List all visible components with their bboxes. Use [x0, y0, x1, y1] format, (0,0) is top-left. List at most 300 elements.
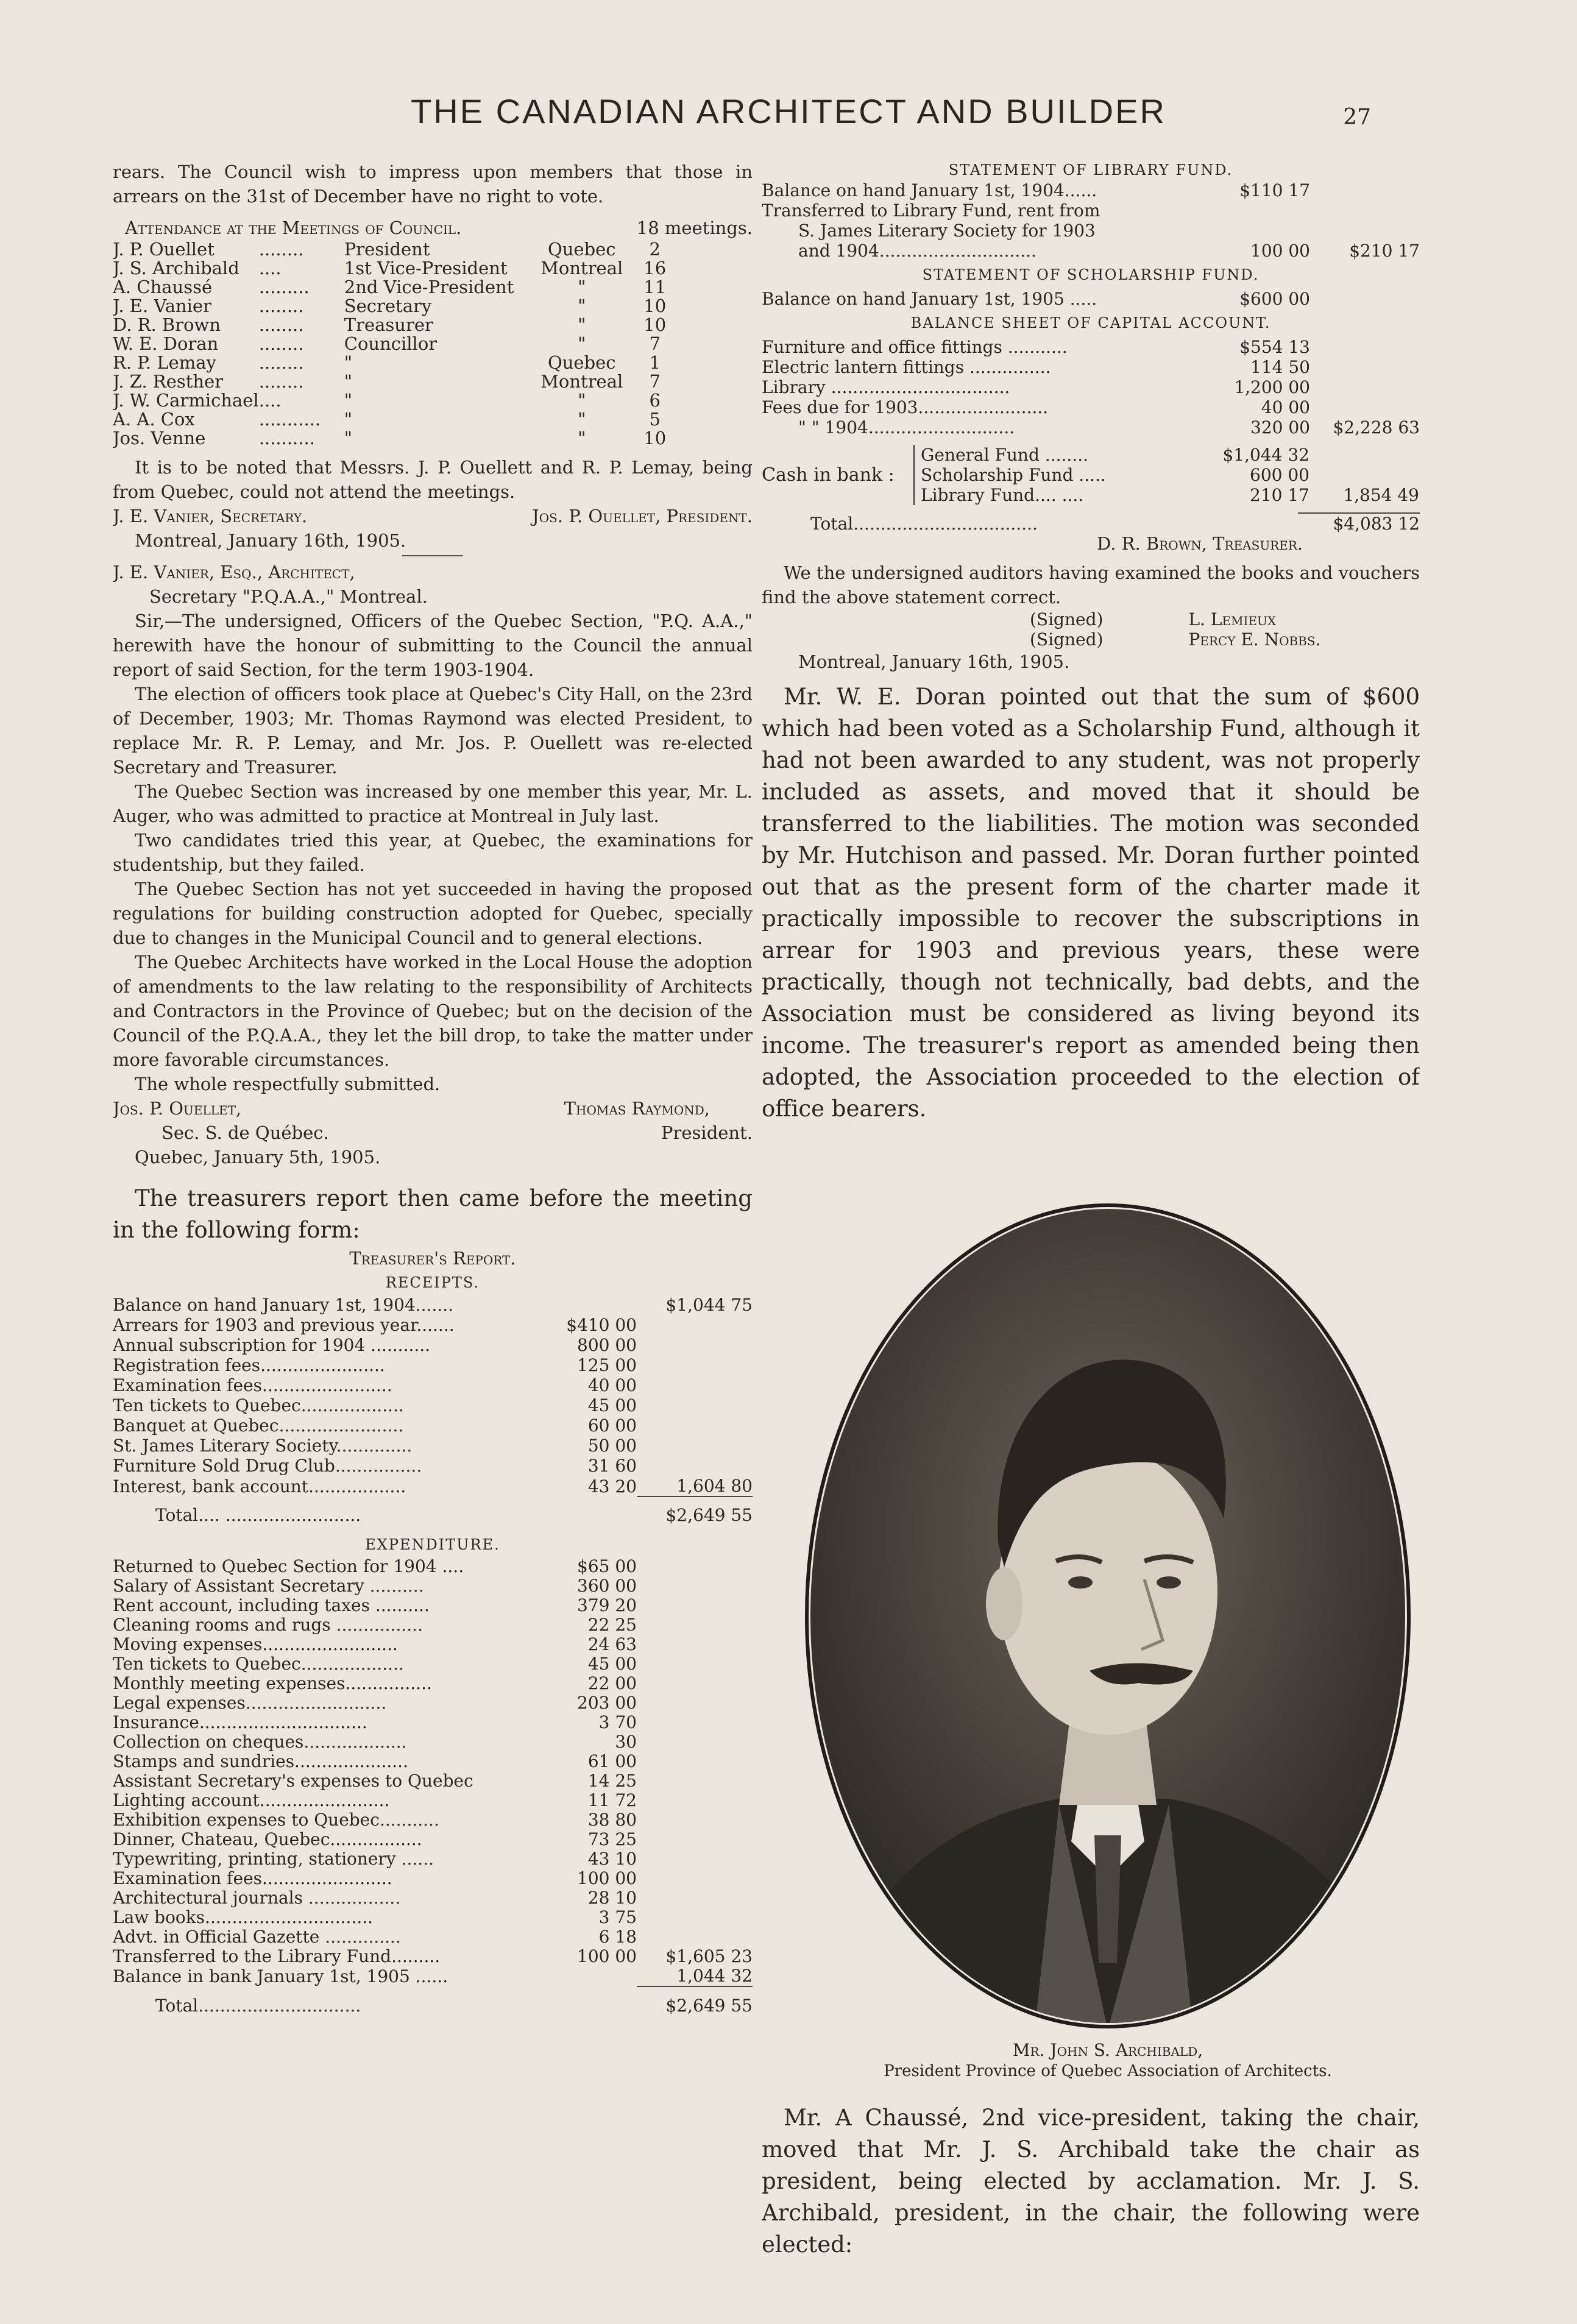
capital-row	[762, 397, 1420, 417]
scholarship-amount: $600 00	[1239, 289, 1310, 309]
receipt-label: Banquet at Quebec.......................	[113, 1415, 404, 1436]
expenditure-total	[637, 1615, 753, 1635]
expenditure-label: Assistant Secretary's expenses to Quebec	[113, 1771, 473, 1791]
library-total	[1310, 180, 1420, 200]
expenditure-label: Exhibition expenses to Quebec...........	[113, 1810, 439, 1830]
expenditure-total	[637, 1557, 753, 1576]
expenditure-amount: 45 00	[587, 1654, 637, 1674]
expenditure-total	[637, 1830, 753, 1849]
expenditure-amount	[551, 1966, 637, 1986]
receipt-label: Examination fees........................	[113, 1375, 392, 1395]
attendance-count: 16	[643, 258, 667, 278]
receipt-total	[637, 1335, 753, 1355]
expenditure-label: Examination fees........................	[113, 1869, 392, 1888]
receipt-label: St. James Literary Society..............	[113, 1436, 413, 1456]
expenditure-total	[637, 1635, 753, 1654]
expenditure-row	[113, 1947, 753, 1966]
receipt-row	[113, 1476, 753, 1497]
expenditure-label: Stamps and sundries.....................	[113, 1752, 408, 1771]
capital-total	[1310, 397, 1420, 417]
attendance-name: W. E. Doran	[113, 333, 219, 354]
receipt-amount: $410 00	[566, 1315, 637, 1335]
attendance-city: "	[578, 390, 586, 411]
receipt-total	[637, 1436, 753, 1456]
expenditure-label: Ten tickets to Quebec...................	[113, 1654, 404, 1674]
expenditure-label: Rent account, including taxes ..........	[113, 1596, 430, 1615]
capital-table	[762, 337, 1420, 438]
expenditure-amount: 22 25	[587, 1615, 637, 1635]
attendance-city: Quebec	[547, 352, 616, 373]
cash-total	[1309, 445, 1419, 465]
expenditure-total-row	[113, 1986, 753, 2016]
scholarship-row	[762, 289, 1420, 309]
receipt-row	[113, 1335, 753, 1355]
expenditure-amount: 22 00	[587, 1673, 637, 1693]
expenditure-total	[637, 1674, 753, 1693]
capital-title: BALANCE SHEET OF CAPITAL ACCOUNT.	[910, 314, 1271, 331]
attendance-count: 7	[649, 371, 661, 392]
balance-label: Balance on hand January 1st, 1904.......	[113, 1295, 454, 1315]
cash-amount: $1,044 32	[1222, 445, 1309, 465]
receipt-total	[637, 1456, 753, 1476]
receipt-total	[637, 1355, 753, 1375]
attendance-dots: ........	[258, 333, 304, 354]
library-amount: $110 17	[1239, 180, 1310, 200]
expenditure-amount: 61 00	[587, 1751, 637, 1771]
cash-fund-label: Library Fund.... ....	[914, 485, 1218, 505]
expenditure-amount: 6 18	[598, 1927, 637, 1947]
attendance-row	[113, 259, 753, 278]
expenditure-row	[113, 1830, 753, 1849]
expenditure-row	[113, 1810, 753, 1830]
intro-text: rears. The Council wish to impress upon members that those in arrears on the 31st of December have no right to vote.	[113, 161, 753, 207]
capital-label: Furniture and office fittings ...........	[762, 337, 1068, 357]
expenditure-title: EXPENDITURE.	[365, 1536, 500, 1553]
receipts-total-row	[113, 1497, 753, 1525]
expenditure-total: 1,044 32	[676, 1966, 753, 1986]
cash-fund-label: General Fund ........	[914, 445, 1218, 465]
grand-total-label: Total..................................	[810, 514, 1038, 534]
library-label: Transferred to Library Fund, rent from	[762, 200, 1100, 221]
expenditure-row	[113, 1908, 753, 1927]
receipts-total: $2,649 55	[637, 1497, 753, 1525]
expenditure-row	[113, 1693, 753, 1713]
expenditure-amount: 28 10	[587, 1888, 637, 1908]
attendance-row	[113, 391, 753, 410]
attendance-city: "	[578, 296, 586, 316]
treasurer-intro: The treasurers report then came before the meeting in the following form:	[113, 1185, 753, 1243]
expenditure-row	[113, 1615, 753, 1635]
receipts-title: RECEIPTS.	[385, 1274, 480, 1291]
scholarship-total	[1310, 289, 1420, 309]
expenditure-label: Returned to Quebec Section for 1904 ....	[113, 1557, 464, 1576]
attendance-name: J. S. Archibald	[113, 258, 239, 278]
attendance-dots: ........	[258, 371, 304, 392]
attendance-name: J. P. Ouellet	[113, 239, 214, 260]
expenditure-total	[637, 1888, 753, 1908]
page-number: 27	[1343, 105, 1371, 130]
attendance-row	[113, 429, 753, 448]
attendance-role: "	[344, 390, 353, 411]
library-label: and 1904.............................	[798, 241, 1037, 261]
expenditure-total	[637, 1693, 753, 1713]
attendance-pad	[673, 297, 753, 316]
expenditure-amount: 379 20	[577, 1595, 637, 1615]
grand-total-row	[762, 513, 1420, 534]
receipt-label: Ten tickets to Quebec...................	[113, 1395, 404, 1415]
expenditure-row	[113, 1927, 753, 1947]
library-total	[1310, 221, 1420, 241]
library-title: STATEMENT OF LIBRARY FUND.	[948, 161, 1233, 179]
scholarship-title: STATEMENT OF SCHOLARSHIP FUND.	[922, 266, 1260, 283]
library-amount: 100 00	[1250, 241, 1310, 261]
capital-label: " " 1904...........................	[798, 417, 1015, 438]
expenditure-label: Collection on cheques...................	[113, 1732, 407, 1752]
expenditure-row	[113, 1557, 753, 1576]
auditor-1: L. Lemieux	[1188, 609, 1277, 629]
expenditure-amount: 11 72	[587, 1790, 637, 1810]
attendance-role: "	[344, 409, 353, 430]
expenditure-row	[113, 1752, 753, 1771]
balance-row	[113, 1295, 753, 1315]
attendance-city: Quebec	[547, 239, 616, 260]
sig2-right-1: Thomas Raymond,	[564, 1098, 710, 1119]
expenditure-row	[113, 1869, 753, 1888]
receipt-amount: 800 00	[577, 1335, 637, 1355]
receipt-amount: 50 00	[587, 1436, 637, 1456]
attendance-dots: ........	[258, 239, 304, 260]
capital-total: $2,228 63	[1333, 417, 1420, 438]
receipt-row	[113, 1415, 753, 1436]
receipt-label: Registration fees.......................	[113, 1355, 385, 1375]
library-label: S. James Literary Society for 1903	[798, 221, 1096, 241]
expenditure-row	[113, 1966, 753, 1986]
receipt-total	[637, 1415, 753, 1436]
capital-label: Fees due for 1903........................	[762, 397, 1049, 417]
receipt-row	[113, 1456, 753, 1476]
attendance-city: "	[578, 333, 586, 354]
sig1-date: Montreal, January 16th, 1905.	[135, 530, 406, 551]
attendance-count: 10	[643, 296, 667, 316]
receipt-total	[637, 1395, 753, 1415]
receipts-total-label: Total.... .........................	[155, 1505, 361, 1525]
receipt-total: 1,604 80	[676, 1476, 753, 1496]
attendance-role: Treasurer	[344, 314, 433, 335]
signature-block-2b	[113, 1121, 753, 1145]
attendance-city: "	[578, 409, 586, 430]
expenditure-row	[113, 1713, 753, 1732]
capital-total	[1310, 337, 1420, 357]
expenditure-total	[637, 1752, 753, 1771]
attendance-city: "	[578, 277, 586, 297]
expenditure-row	[113, 1791, 753, 1810]
attendance-dots: ....	[258, 258, 282, 278]
capital-label: Library .................................	[762, 377, 1010, 397]
sig2-date: Quebec, January 5th, 1905.	[135, 1147, 381, 1167]
expenditure-label: Cleaning rooms and rugs ................	[113, 1615, 423, 1635]
cash-fund-label: Scholarship Fund .....	[914, 465, 1218, 485]
attendance-row	[113, 297, 753, 316]
expenditure-total-label: Total..............................	[155, 1996, 361, 2016]
expenditure-amount: $65 00	[577, 1556, 637, 1576]
cash-total	[1309, 465, 1419, 485]
receipt-amount: 40 00	[587, 1375, 637, 1395]
capital-row	[762, 337, 1420, 357]
attendance-count: 1	[649, 352, 661, 373]
expenditure-amount: 3 70	[598, 1712, 637, 1732]
expenditure-total	[637, 1576, 753, 1596]
address-line-2: Secretary "P.Q.A.A.," Montreal.	[149, 586, 428, 607]
receipt-label: Annual subscription for 1904 ...........	[113, 1335, 431, 1355]
expenditure-total: $2,649 55	[637, 1986, 753, 2016]
expenditure-amount: 360 00	[577, 1576, 637, 1596]
attendance-note: It is to be noted that Messrs. J. P. Ouellett and R. P. Lemay, being from Quebec, could not attend the meetings.	[113, 457, 753, 502]
receipt-row	[113, 1355, 753, 1375]
sig2-left-1: Jos. P. Ouellet,	[113, 1098, 242, 1119]
expenditure-label: Lighting account........................	[113, 1791, 390, 1810]
attendance-pad	[673, 429, 753, 448]
attendance-role: 1st Vice-President	[344, 258, 508, 278]
doran-paragraph: Mr. W. E. Doran pointed out that the sum of $600 which had been voted as a Scholarship Fund, although it had not been awarded to any student, was not properly included as assets, and moved that it should be transferred to the liabilities. The motion was seconded by Mr. Hutchison and passed. Mr. Doran further pointed out that as the present form of the charter made it practically impossible to recover the subscriptions in arrear for 1903 and previous years, these were practically, though not technically, bad debts, and the Association must be considered as living beyond its income. The treasurer's report as amended being then adopted, the Association proceeded to the election of office bearers.	[762, 684, 1420, 1122]
report-paragraph: The Quebec Section has not yet succeeded in having the proposed regulations for building construction adopted for Quebec, specially due to changes in the Municipal Council and to general elections.	[113, 879, 753, 948]
expenditure-label: Monthly meeting expenses................	[113, 1674, 432, 1693]
expenditure-row	[113, 1888, 753, 1908]
attendance-header	[113, 216, 753, 240]
capital-row	[762, 417, 1420, 438]
capital-label: Electric lantern fittings ...............	[762, 357, 1051, 377]
cash-label: Cash in bank :	[762, 464, 895, 486]
library-row	[762, 200, 1420, 221]
attendance-row	[113, 278, 753, 297]
library-amount	[1219, 200, 1310, 221]
expenditure-total	[637, 1791, 753, 1810]
left-column	[113, 160, 753, 2268]
portrait-photo	[803, 1202, 1412, 2030]
attendance-name: J. Z. Resther	[113, 371, 224, 392]
signature-block-2	[113, 1096, 753, 1121]
expenditure-total	[637, 1810, 753, 1830]
expenditure-total	[637, 1771, 753, 1791]
attendance-role: 2nd Vice-President	[344, 277, 514, 297]
expenditure-amount: 43 10	[587, 1849, 637, 1869]
scholarship-label: Balance on hand January 1st, 1905 .....	[762, 289, 1097, 309]
sig2-left-2: Sec. S. de Québec.	[161, 1122, 329, 1143]
capital-amount: 320 00	[1250, 417, 1310, 438]
expenditure-total	[637, 1732, 753, 1752]
portrait-image	[803, 1202, 1412, 2030]
attendance-pad	[673, 353, 753, 372]
attendance-row	[113, 410, 753, 429]
cash-row	[762, 445, 1419, 465]
expenditure-amount: 3 75	[598, 1907, 637, 1927]
attendance-role: Secretary	[344, 296, 432, 316]
attendance-pad	[673, 316, 753, 335]
attendance-dots: ........	[258, 314, 304, 335]
attendance-pad	[673, 278, 753, 297]
attendance-row	[113, 353, 753, 372]
expenditure-total	[637, 1849, 753, 1869]
receipts-table	[113, 1295, 753, 1525]
capital-amount: 114 50	[1250, 357, 1310, 377]
chausse-paragraph: Mr. A Chaussé, 2nd vice-president, taking the chair, moved that Mr. J. S. Archibald take the chair as president, being elected by acclamation. Mr. J. S. Archibald, president, in the chair, the following were elected:	[762, 2105, 1420, 2258]
attendance-name: D. R. Brown	[113, 314, 221, 335]
attendance-dots: ..........	[258, 428, 315, 448]
expenditure-amount: 14 25	[587, 1771, 637, 1791]
address-line-1: J. E. Vanier, Esq., Architect,	[113, 562, 355, 583]
library-label: Balance on hand January 1st, 1904......	[762, 180, 1097, 200]
expenditure-total	[637, 1869, 753, 1888]
report-paragraph: The Quebec Section was increased by one member this year, Mr. L. Auger, who was admitted to practice at Montreal in July last.	[113, 781, 753, 826]
receipt-row	[113, 1375, 753, 1395]
expenditure-total	[637, 1713, 753, 1732]
capital-amount: 1,200 00	[1234, 377, 1310, 397]
library-row	[762, 221, 1420, 241]
library-row	[762, 180, 1420, 200]
expenditure-row	[113, 1654, 753, 1674]
cash-table	[762, 445, 1420, 505]
attendance-role: "	[344, 371, 353, 392]
capital-row	[762, 357, 1420, 377]
grand-total-table	[762, 512, 1420, 534]
expenditure-row	[113, 1674, 753, 1693]
attendance-name: R. P. Lemay	[113, 352, 216, 373]
library-total	[1310, 200, 1420, 221]
expenditure-label: Typewriting, printing, stationery ......	[113, 1849, 434, 1869]
receipt-amount: 43 20	[587, 1476, 637, 1497]
auditors-text: We the undersigned auditors having examined the books and vouchers find the above statement correct.	[762, 562, 1420, 608]
cash-total: 1,854 49	[1343, 485, 1419, 505]
journal-title: THE CANADIAN ARCHITECT AND BUILDER	[411, 92, 1166, 130]
library-table	[762, 180, 1420, 261]
receipt-label: Interest, bank account..................	[113, 1476, 406, 1497]
receipt-row	[113, 1395, 753, 1415]
attendance-count: 6	[649, 390, 661, 411]
quebec-report-paragraphs	[113, 609, 753, 1096]
attendance-name: J. E. Vanier	[113, 296, 211, 316]
expenditure-label: Law books...............................	[113, 1908, 374, 1927]
capital-amount: 40 00	[1261, 397, 1310, 417]
capital-total	[1310, 357, 1420, 377]
attendance-pad	[673, 240, 753, 259]
cash-amount: 210 17	[1250, 485, 1309, 505]
expenditure-table	[113, 1557, 753, 2016]
balance-total: $1,044 75	[665, 1295, 753, 1315]
auditors-signatures	[1030, 609, 1320, 650]
attendance-city: "	[578, 314, 586, 335]
expenditure-label: Legal expenses..........................	[113, 1693, 387, 1713]
scholarship-table	[762, 289, 1420, 309]
report-paragraph: The whole respectfully submitted.	[135, 1074, 441, 1094]
attendance-title: Attendance at the Meetings of Council.	[125, 218, 462, 238]
expenditure-row	[113, 1576, 753, 1596]
library-total: $210 17	[1349, 241, 1420, 261]
capital-row	[762, 377, 1420, 397]
treasurer-report-title: Treasurer's Report.	[349, 1248, 516, 1269]
expenditure-label: Insurance...............................	[113, 1713, 367, 1732]
signed-2: (Signed)	[1030, 629, 1104, 650]
receipt-amount: 31 60	[587, 1456, 637, 1476]
auditor-2: Percy E. Nobbs.	[1188, 629, 1321, 650]
attendance-count: 11	[643, 277, 667, 297]
expenditure-amount: 38 80	[587, 1810, 637, 1830]
expenditure-row	[113, 1771, 753, 1791]
attendance-dots: .........	[258, 277, 310, 297]
attendance-role: President	[344, 239, 430, 260]
attendance-name: A. A. Cox	[113, 409, 195, 430]
attendance-pad	[673, 410, 753, 429]
expenditure-row	[113, 1849, 753, 1869]
receipt-amount: 45 00	[587, 1395, 637, 1415]
report-paragraph: Two candidates tried this year, at Quebec, the examinations for studentship, but they failed.	[113, 830, 753, 875]
page-header	[0, 91, 1577, 146]
chausse-block	[762, 2102, 1420, 2279]
receipt-total	[637, 1315, 753, 1335]
attendance-dots: ...........	[258, 409, 321, 430]
portrait-caption	[803, 2040, 1412, 2081]
expenditure-total	[637, 1908, 753, 1927]
receipt-label: Furniture Sold Drug Club................	[113, 1456, 422, 1476]
attendance-dots: ....	[258, 390, 282, 411]
caption-title: President Province of Quebec Association of Architects.	[884, 2062, 1332, 2080]
report-paragraph: The election of officers took place at Quebec's City Hall, on the 23rd of December, 1903; Mr. Thomas Raymond was elected President, to replace Mr. R. P. Lemay, and Mr. Jos. P. Ouellett was re-elected Secretary and Treasurer.	[113, 684, 753, 778]
report-paragraph: Sir,—The undersigned, Officers of the Quebec Section, "P.Q. A.A.," herewith have the honour of submitting to the Council the annual report of said Section, for the term 1903-1904.	[113, 611, 753, 680]
expenditure-row	[113, 1732, 753, 1752]
expenditure-label: Dinner, Chateau, Quebec.................	[113, 1830, 422, 1849]
treasurer-signature: D. R. Brown, Treasurer.	[1097, 533, 1303, 554]
attendance-role: "	[344, 428, 353, 448]
signature-block-1	[113, 504, 753, 528]
expenditure-total	[637, 1654, 753, 1674]
cash-amount: 600 00	[1250, 465, 1309, 485]
expenditure-amount: 100 00	[577, 1868, 637, 1888]
sig1-left: J. E. Vanier, Secretary.	[113, 506, 308, 526]
attendance-count: 2	[649, 239, 661, 260]
sig1-right: Jos. P. Ouellet, President.	[532, 506, 753, 526]
attendance-pad	[673, 372, 753, 391]
expenditure-label: Architectural journals .................	[113, 1888, 401, 1908]
attendance-count: 7	[649, 333, 661, 354]
receipt-row	[113, 1436, 753, 1456]
attendance-row	[113, 372, 753, 391]
receipt-total	[637, 1375, 753, 1395]
expenditure-total	[637, 1927, 753, 1947]
signed-1: (Signed)	[1030, 609, 1104, 629]
receipt-row	[113, 1315, 753, 1335]
expenditure-amount: 100 00	[577, 1946, 637, 1966]
attendance-city: Montreal	[540, 371, 623, 392]
report-paragraph: The Quebec Architects have worked in the Local House the adoption of amendments to the law relating to the responsibility of Architects and Contractors in the Province of Quebec; but on the decision of the Council of the P.Q.A.A., they let the bill drop, to take the matter under more favorable circumstances.	[113, 952, 753, 1070]
attendance-city: "	[578, 428, 586, 448]
library-amount	[1219, 221, 1310, 241]
attendance-dots: ........	[258, 296, 304, 316]
expenditure-amount: 73 25	[587, 1829, 637, 1849]
attendance-name: Jos. Venne	[113, 428, 206, 448]
expenditure-label: Balance in bank January 1st, 1905 ......	[113, 1966, 448, 1986]
attendance-role: "	[344, 352, 353, 373]
expenditure-row	[113, 1596, 753, 1615]
sig2-right-2: President.	[661, 1122, 753, 1143]
attendance-row	[113, 335, 753, 353]
expenditure-amount: 24 63	[587, 1634, 637, 1654]
expenditure-total	[637, 1596, 753, 1615]
capital-total	[1310, 377, 1420, 397]
auditors-date: Montreal, January 16th, 1905.	[798, 651, 1070, 672]
expenditure-label: Moving expenses.........................	[113, 1635, 398, 1654]
expenditure-total: $1,605 23	[665, 1946, 753, 1966]
divider	[402, 555, 463, 556]
attendance-row	[113, 240, 753, 259]
caption-name: Mr. John S. Archibald,	[1012, 2040, 1203, 2060]
